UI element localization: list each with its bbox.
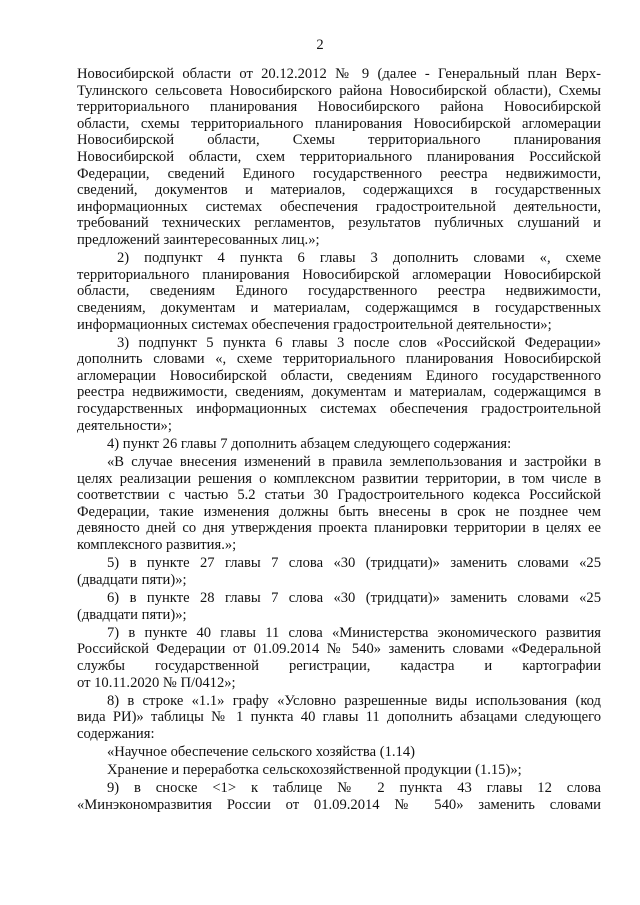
paragraph [77, 250, 601, 333]
text-line: содержания: [77, 725, 155, 742]
text-line: области, сведениям Единого государственного реестра недвижимости, [77, 283, 601, 300]
paragraph [77, 335, 601, 435]
text-line: службы государственной регистрации, кадастра и картографии [77, 657, 601, 674]
text-line: девяносто дней со дня утверждения проекта планировки территории в целях ее [77, 520, 601, 537]
text-line: реестра недвижимости, сведениям, документам и материалам, содержащимся в [77, 384, 601, 401]
text-line: Новосибирской области, схем территориального планирования Российской [77, 148, 601, 165]
text-line: деятельности»; [77, 417, 172, 434]
text-line: комплексного развития.»; [77, 537, 237, 553]
text-line: от 10.11.2020 № П/0412»; [77, 674, 236, 691]
text-line: сведений, документов и материалов, содержащихся в государственных [77, 182, 601, 199]
text-line: «В случае внесения изменений в правила землепользования и застройки в [107, 454, 601, 471]
text-line: 8) в строке «1.1» графу «Условно разрешенные виды использования (код [107, 692, 601, 709]
text-line: требований технических регламентов, результатов публичных слушаний и [77, 215, 601, 232]
text-line: агломерации Новосибирской области, сведениям Единого государственного [77, 367, 601, 384]
text-line: 4) пункт 26 главы 7 дополнить абзацем следующего содержания: [107, 435, 512, 452]
text-line: Новосибирской области от 20.12.2012 № 9 (далее - Генеральный план Верх- [77, 66, 601, 82]
text-line: (двадцати пяти)»; [77, 606, 187, 623]
text-line: информационных системах обеспечения градостроительной деятельности»; [77, 316, 552, 333]
text-line: «Научное обеспечение сельского хозяйства (1.14) [107, 744, 415, 761]
text-line: 3) подпункт 5 пункта 6 главы 3 после слов «Российской Федерации» [117, 334, 601, 351]
text-line: 5) в пункте 27 главы 7 слова «30 (тридцати)» заменить словами «25 [107, 555, 601, 572]
paragraph-gap [77, 814, 601, 816]
paragraph [77, 555, 601, 588]
text-line: области, схемы территориального планирования Новосибирской агломерации [77, 115, 601, 132]
paragraph [77, 780, 601, 813]
text-line: дополнить словами «, схеме территориального планирования Новосибирской [77, 351, 601, 368]
text-line: информационных системах обеспечения градостроительной деятельности, [77, 198, 601, 215]
text-line: государственных информационных системах обеспечения градостроительной [77, 401, 601, 418]
text-line: (двадцати пяти)»; [77, 571, 187, 588]
paragraph [77, 590, 601, 623]
document-body [77, 66, 601, 815]
paragraph [77, 693, 601, 743]
text-line: территориального планирования Новосибирского района Новосибирской [77, 99, 601, 116]
text-line: Новосибирской области, Схемы территориального планирования [77, 132, 601, 149]
text-line: соответствии с частью 5.2 статьи 30 Градостроительного кодекса Российской [77, 487, 601, 504]
text-line: предложений заинтересованных лиц.»; [77, 231, 320, 248]
paragraph [77, 436, 601, 453]
paragraph [77, 454, 601, 554]
text-line: 9) в сноске <1> к таблице № 2 пункта 43 главы 12 слова [107, 780, 601, 797]
text-line: территориального планирования Новосибирской агломерации Новосибирской [77, 266, 601, 283]
text-line: 6) в пункте 28 главы 7 слова «30 (тридцати)» заменить словами «25 [107, 589, 601, 606]
paragraph [77, 744, 601, 761]
paragraph [77, 625, 601, 691]
text-line: Федерации, такие изменения должны быть внесены в срок не позднее чем [77, 503, 601, 520]
text-line: сведениям, документам и материалам, содержащимся в государственных [77, 299, 601, 316]
text-line: 7) в пункте 40 главы 11 слова «Министерства экономического развития [107, 624, 601, 641]
text-line: Хранение и переработка сельскохозяйственной продукции (1.15)»; [107, 762, 522, 779]
text-line: Федерации, сведений Единого государственного реестра недвижимости, [77, 165, 601, 182]
text-line: целях реализации решения о комплексном развитии территории, в том числе в [77, 470, 601, 487]
text-line: Российской Федерации от 01.09.2014 № 540» заменить словами «Федеральной [77, 641, 601, 658]
text-line: 2) подпункт 4 пункта 6 главы 3 дополнить словами «, схеме [117, 250, 601, 267]
paragraph [77, 66, 601, 249]
text-line: вида РИ)» таблицы № 1 пункта 40 главы 11 дополнить абзацами следующего [77, 709, 601, 726]
paragraph [77, 762, 601, 779]
page-number: 2 [316, 37, 324, 53]
text-line: Тулинского сельсовета Новосибирского района Новосибирской области), Схемы [77, 82, 601, 99]
text-line: «Минэкономразвития России от 01.09.2014 № 540» заменить словами [77, 797, 601, 814]
